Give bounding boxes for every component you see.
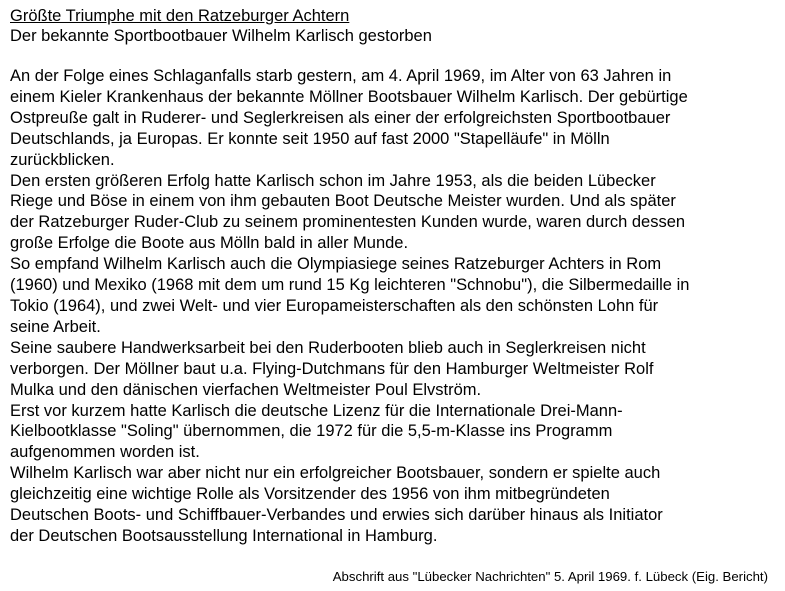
text-line: der Ratzeburger Ruder-Club zu seinem prominentesten Kunden wurde, waren durch dessen xyxy=(10,213,686,232)
paragraph-2 xyxy=(10,171,780,255)
paragraph-4 xyxy=(10,338,780,401)
text-line: verborgen. Der Möllner baut u.a. Flying-Dutchmans für den Hamburger Weltmeister Rolf xyxy=(10,359,654,378)
text-line: So empfand Wilhelm Karlisch auch die Olympiasiege seines Ratzeburger Achters in Rom xyxy=(10,255,662,274)
text-line: Ostpreuße galt in Ruderer- und Seglerkreisen als einer der erfolgreichsten Sportbootbauer xyxy=(10,108,671,127)
text-line: Mulka und den dänischen vierfachen Weltmeister Poul Elvström. xyxy=(10,380,482,399)
text-line: der Deutschen Bootsausstellung International in Hamburg. xyxy=(10,526,438,545)
article-headline: Größte Triumphe mit den Ratzeburger Achtern xyxy=(10,7,350,25)
text-line: gleichzeitig eine wichtige Rolle als Vorsitzender des 1956 von ihm mitbegründeten xyxy=(10,485,610,504)
paragraph-1 xyxy=(10,66,780,171)
article-body xyxy=(10,66,780,547)
text-line: Deutschlands, ja Europas. Er konnte seit 1950 auf fast 2000 "Stapelläufe" in Mölln xyxy=(10,129,610,148)
text-line: seine Arbeit. xyxy=(10,317,101,336)
paragraph-3 xyxy=(10,254,780,338)
text-line: Kielbootklasse "Soling" übernommen, die 1972 für die 5,5-m-Klasse ins Programm xyxy=(10,422,613,441)
source-citation: Abschrift aus "Lübecker Nachrichten" 5. April 1969. f. Lübeck (Eig. Bericht) xyxy=(332,569,768,584)
text-line: einem Kieler Krankenhaus der bekannte Möllner Bootsbauer Wilhelm Karlisch. Der gebürtige xyxy=(10,87,688,106)
text-line: Seine saubere Handwerksarbeit bei den Ruderbooten blieb auch in Seglerkreisen nicht xyxy=(10,338,646,357)
text-line: zurückblicken. xyxy=(10,150,115,169)
text-line: Den ersten größeren Erfolg hatte Karlisch schon im Jahre 1953, als die beiden Lübecker xyxy=(10,171,656,190)
text-line: Riege und Böse in einem von ihm gebauten Boot Deutsche Meister wurden. Und als später xyxy=(10,192,676,211)
text-line: aufgenommen worden ist. xyxy=(10,443,200,462)
text-line: Erst vor kurzem hatte Karlisch die deutsche Lizenz für die Internationale Drei-Mann- xyxy=(10,401,623,420)
text-line: Deutschen Boots- und Schiffbauer-Verbandes und erwies sich darüber hinaus als Initiator xyxy=(10,506,663,525)
paragraph-6 xyxy=(10,463,780,547)
text-line: Tokio (1964), und zwei Welt- und vier Europameisterschaften als den schönsten Lohn für xyxy=(10,296,659,315)
text-line: große Erfolge die Boote aus Mölln bald in aller Munde. xyxy=(10,234,409,253)
article-subheadline: Der bekannte Sportbootbauer Wilhelm Karlisch gestorben xyxy=(10,27,432,45)
article xyxy=(10,6,780,547)
text-line: (1960) und Mexiko (1968 mit dem um rund 15 Kg leichteren "Schnobu"), die Silbermedaille in xyxy=(10,276,690,295)
text-line: Wilhelm Karlisch war aber nicht nur ein erfolgreicher Bootsbauer, sondern er spielte auch xyxy=(10,464,661,483)
text-line: An der Folge eines Schlaganfalls starb gestern, am 4. April 1969, im Alter von 63 Jahren in xyxy=(10,67,672,85)
paragraph-5 xyxy=(10,401,780,464)
